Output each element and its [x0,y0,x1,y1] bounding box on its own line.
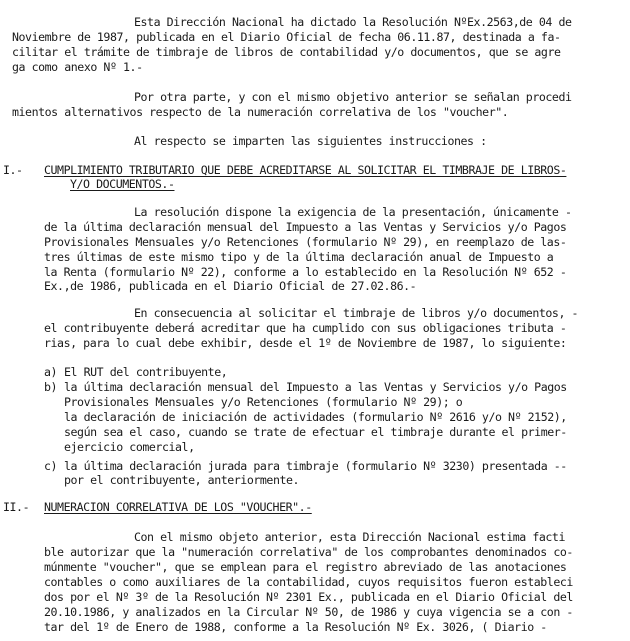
section1-number: I.- [3,163,23,177]
item-a-line: El RUT del contribuyente, [64,365,228,379]
para2-line: mientos alternativos respecto de la numeración correlativa de los "voucher". [12,105,509,119]
section1-p1-line: Ex.,de 1986, publicada en el Diario Oficial de 27.02.86.- [44,279,417,293]
section2-line: tar del 1º de Enero de 1988, conforme a la Resolución Nº Ex. 3026, ( Diario - [44,620,547,634]
item-c-line: por el contribuyente, anteriormente. [64,473,300,487]
section1-heading: CUMPLIMIENTO TRIBUTARIO QUE DEBE ACREDITARSE AL SOLICITAR EL TIMBRAJE DE LIBROS- [44,163,567,177]
intro-line: ga como anexo Nº 1.- [12,60,143,74]
section1-heading: Y/O DOCUMENTOS.- [70,177,175,191]
item-letter-a: a) [44,365,58,379]
intro-line: Noviembre de 1987, publicada en el Diario Oficial de fecha 06.11.87, destinada a fa- [12,30,561,44]
section2-number: II.- [3,500,30,514]
section1-p2-line: rias, para lo cual debe exhibir, desde el 1º de Noviembre de 1987, lo siguiente: [44,336,567,350]
intro-line: cilitar el trámite de timbraje de libros de contabilidad y/o documentos, que se agre [12,45,561,59]
item-c-line: la última declaración jurada para timbraje (formulario Nº 3230) presentada -- [64,459,567,473]
section1-p1-line: tres últimas de este mismo tipo y de la última declaración anual de Impuesto a [44,250,554,264]
item-b-line: según sea el caso, cuando se trate de efectuar el timbraje durante el primer- [64,425,567,439]
section2-line: contables o como auxiliares de la contabilidad, cuyos requisitos fueron estableci [44,575,573,589]
section2-line: múnmente "voucher", que se emplean para el registro abreviado de las anotaciones [44,560,567,574]
intro-line: Esta Dirección Nacional ha dictado la Resolución NºEx.2563,de 04 de [134,15,572,29]
item-b-line: la declaración de iniciación de actividades (formulario Nº 2616 y/o Nº 2152), [64,410,567,424]
section2-heading: NUMERACION CORRELATIVA DE LOS "VOUCHER".- [44,500,312,514]
item-b-line: Provisionales Mensuales y/o Retenciones (formulario Nº 29); o [64,395,463,409]
section1-p1-line: de la última declaración mensual del Impuesto a las Ventas y Servicios y/o Pagos [44,220,567,234]
item-b-line: ejercicio comercial, [64,440,195,454]
section1-p2-line: En consecuencia al solicitar el timbraje de libros y/o documentos, - [134,306,579,320]
section1-p1-line: La resolución dispone la exigencia de la presentación, únicamente - [134,205,572,219]
para3-line: Al respecto se imparten las siguientes instrucciones : [134,134,487,148]
section2-line: 20.10.1986, y analizados en la Circular Nº 50, de 1986 y cuya vigencia se a con - [44,605,573,619]
section2-line: dos por el Nº 3º de la Resolución Nº 2301 Ex., publicada en el Diario Oficial del [44,590,573,604]
section1-p1-line: la Renta (formulario Nº 22), conforme a lo establecido en la Resolución Nº 652 - [44,265,567,279]
para2-line: Por otra parte, y con el mismo objetivo anterior se señalan procedi [134,90,572,104]
section1-p1-line: Provisionales Mensuales y/o Retenciones (formulario Nº 29), en reemplazo de las- [44,235,567,249]
section2-line: Con el mismo objeto anterior, esta Dirección Nacional estima facti [134,530,565,544]
section2-line: ble autorizar que la "numeración correlativa" de los comprobantes denominados co- [44,545,573,559]
item-b-line: la última declaración mensual del Impuesto a las Ventas y Servicios y/o Pagos [64,380,567,394]
section1-p2-line: el contribuyente deberá acreditar que ha cumplido con sus obligaciones tributa - [44,321,567,335]
item-letter-b: b) [44,380,58,394]
item-letter-c: c) [44,459,58,473]
